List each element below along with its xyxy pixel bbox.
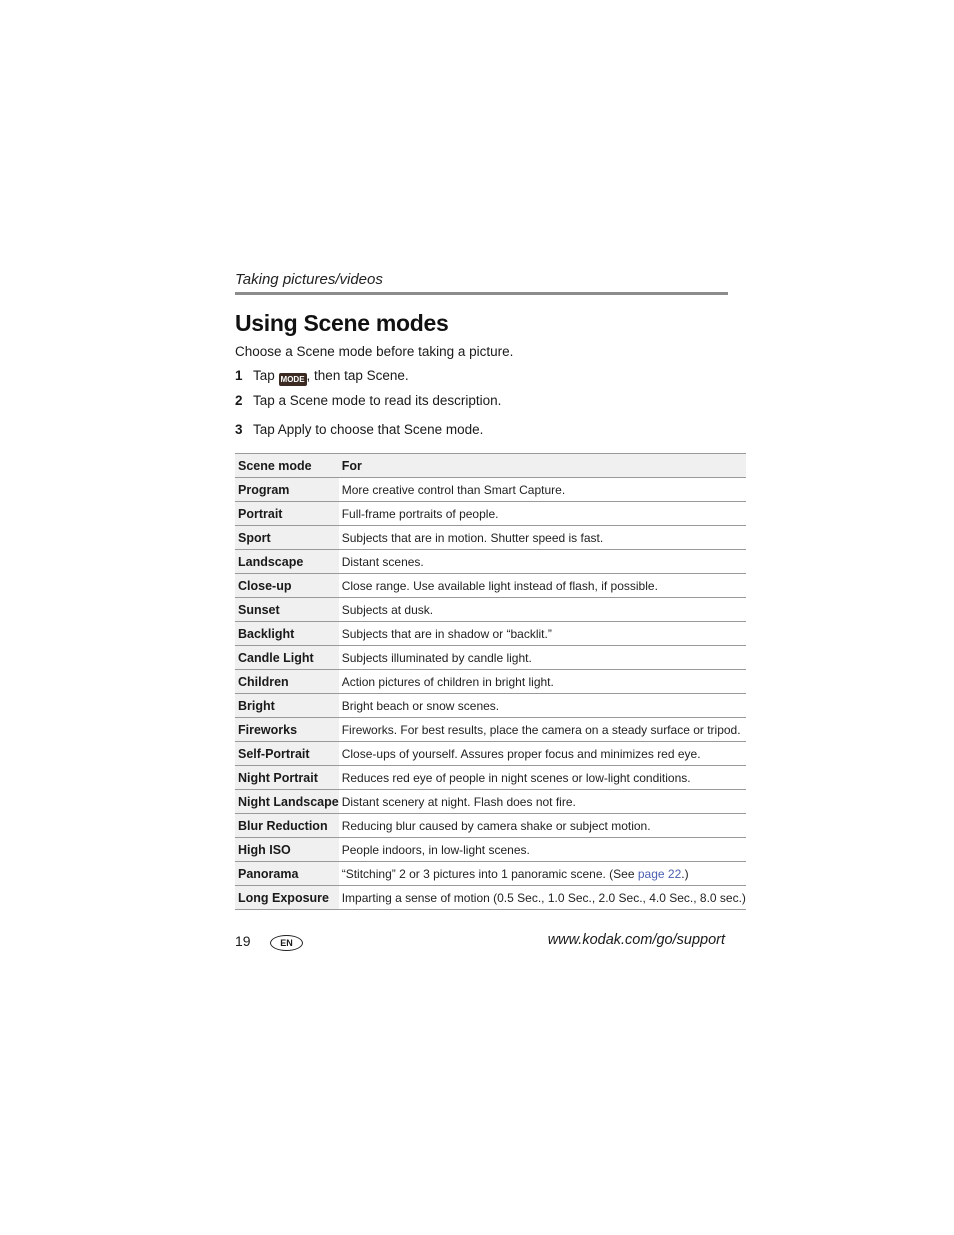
- step-1: [235, 368, 409, 386]
- scene-mode-description: Reducing blur caused by camera shake or subject motion.: [339, 814, 746, 838]
- scene-mode-name: Long Exposure: [235, 886, 339, 910]
- step-text-after: , then tap Scene.: [306, 368, 409, 383]
- description-text-end: .): [681, 866, 689, 881]
- scene-mode-name: Panorama: [235, 862, 339, 886]
- scene-mode-description: Subjects that are in motion. Shutter speed is fast.: [339, 526, 746, 550]
- header-divider: [235, 292, 728, 295]
- table-row: [235, 598, 746, 622]
- scene-mode-name: Night Portrait: [235, 766, 339, 790]
- table-row: [235, 862, 746, 886]
- scene-mode-description: Subjects at dusk.: [339, 598, 746, 622]
- table-row: [235, 622, 746, 646]
- table-header-row: [235, 454, 746, 478]
- table-row: [235, 550, 746, 574]
- scene-mode-description: Close-ups of yourself. Assures proper focus and minimizes red eye.: [339, 742, 746, 766]
- scene-mode-description: Full-frame portraits of people.: [339, 502, 746, 526]
- scene-mode-name: Self-Portrait: [235, 742, 339, 766]
- scene-mode-description: Imparting a sense of motion (0.5 Sec., 1.0 Sec., 2.0 Sec., 4.0 Sec., 8.0 sec.): [339, 886, 746, 910]
- scene-mode-name: Fireworks: [235, 718, 339, 742]
- step-3: [235, 422, 483, 437]
- scene-mode-name: Night Landscape: [235, 790, 339, 814]
- scene-mode-description: Distant scenes.: [339, 550, 746, 574]
- table-row: [235, 718, 746, 742]
- scene-mode-description: [339, 862, 746, 886]
- scene-mode-description: Subjects illuminated by candle light.: [339, 646, 746, 670]
- scene-modes-table: [235, 453, 746, 910]
- scene-mode-description: Distant scenery at night. Flash does not fire.: [339, 790, 746, 814]
- scene-mode-name: Blur Reduction: [235, 814, 339, 838]
- table-row: [235, 670, 746, 694]
- scene-mode-description: Reduces red eye of people in night scenes or low-light conditions.: [339, 766, 746, 790]
- table-row: [235, 742, 746, 766]
- scene-mode-name: Close-up: [235, 574, 339, 598]
- step-text-before: Tap: [253, 368, 275, 383]
- scene-mode-description: Fireworks. For best results, place the camera on a steady surface or tripod.: [339, 718, 746, 742]
- scene-mode-name: Sunset: [235, 598, 339, 622]
- scene-mode-description: Bright beach or snow scenes.: [339, 694, 746, 718]
- description-text: “Stitching” 2 or 3 pictures into 1 panoramic scene. (See: [341, 866, 638, 881]
- step-number: 3: [235, 422, 243, 437]
- scene-mode-description: Action pictures of children in bright light.: [339, 670, 746, 694]
- column-header-for: For: [339, 454, 746, 478]
- scene-mode-name: Landscape: [235, 550, 339, 574]
- step-text: Tap a Scene mode to read its description.: [253, 393, 502, 408]
- section-header: Taking pictures/videos: [235, 271, 383, 288]
- column-header-scene-mode: Scene mode: [235, 454, 339, 478]
- step-2: [235, 393, 501, 408]
- scene-mode-description: People indoors, in low-light scenes.: [339, 838, 746, 862]
- scene-mode-description: Close range. Use available light instead of flash, if possible.: [339, 574, 746, 598]
- table-row: [235, 838, 746, 862]
- page-22-link[interactable]: page 22: [637, 866, 682, 881]
- table-row: [235, 886, 746, 910]
- mode-button-icon: MODE: [280, 375, 305, 384]
- scene-mode-name: Portrait: [235, 502, 339, 526]
- table-row: [235, 814, 746, 838]
- scene-mode-name: High ISO: [235, 838, 339, 862]
- step-number: 1: [235, 368, 243, 383]
- scene-mode-name: Candle Light: [235, 646, 339, 670]
- table-row: [235, 790, 746, 814]
- table-row: [235, 694, 746, 718]
- table-row: [235, 502, 746, 526]
- page-title: Using Scene modes: [235, 310, 449, 336]
- scene-mode-name: Sport: [235, 526, 339, 550]
- table-row: [235, 766, 746, 790]
- table-row: [235, 526, 746, 550]
- support-url: www.kodak.com/go/support: [547, 932, 725, 948]
- language-badge: EN: [270, 935, 303, 951]
- step-text: Tap Apply to choose that Scene mode.: [253, 422, 484, 437]
- scene-mode-name: Bright: [235, 694, 339, 718]
- step-number: 2: [235, 393, 243, 408]
- intro-text: Choose a Scene mode before taking a picture.: [235, 344, 514, 359]
- scene-mode-description: More creative control than Smart Capture.: [339, 478, 746, 502]
- scene-mode-description: Subjects that are in shadow or “backlit.”: [339, 622, 746, 646]
- table-row: [235, 646, 746, 670]
- scene-mode-name: Children: [235, 670, 339, 694]
- scene-mode-name: Backlight: [235, 622, 339, 646]
- table-row: [235, 478, 746, 502]
- page-number: 19: [235, 933, 251, 949]
- scene-mode-name: Program: [235, 478, 339, 502]
- table-row: [235, 574, 746, 598]
